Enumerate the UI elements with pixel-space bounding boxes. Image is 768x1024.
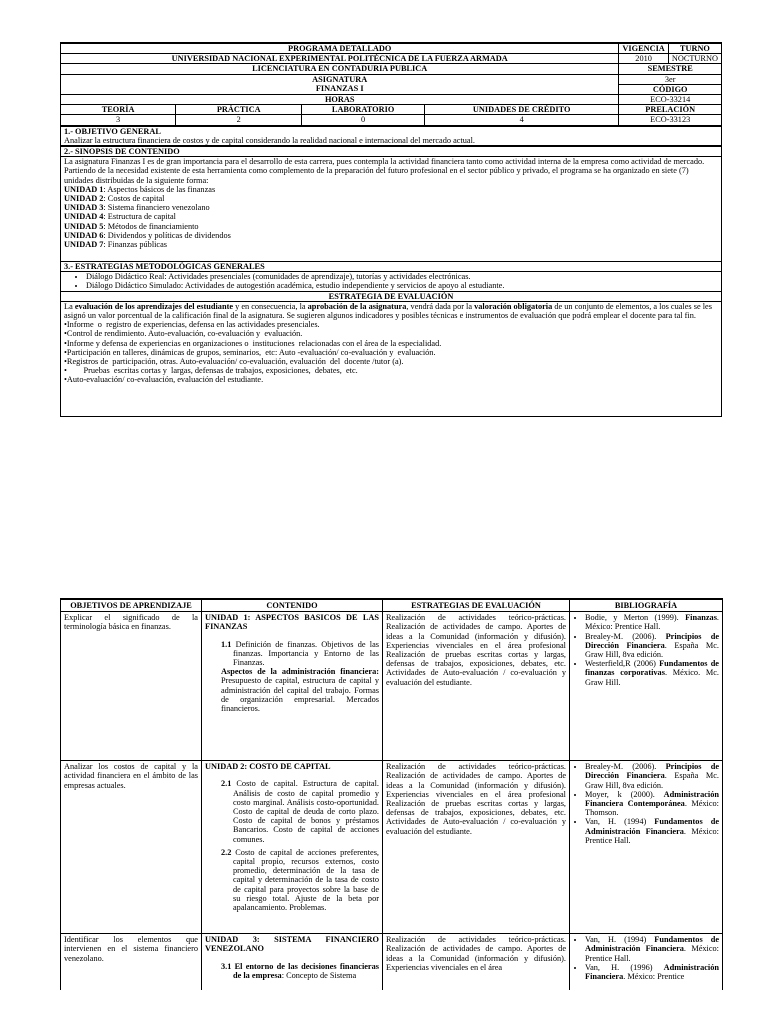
sinopsis-unit-item: UNIDAD 5: Métodos de financiamiento (64, 221, 199, 231)
degree-name: LICENCIATURA EN CONTADURIA PUBLICA (61, 64, 619, 74)
vigencia-label: VIGENCIA (619, 43, 668, 54)
subtopic: 2.1 Costo de capital. Estructura de capital. Análisis de costo de capital promedio y costo marginal. Análisis costo-oportunidad. Costo de capital de deuda de corto plazo. Costo de capital de bonos y préstamos Bancarios. Costo de capital de acciones comunes. (221, 779, 379, 844)
subtopic: 3.1 El entorno de las decisiones financieras de la empresa: Concepto de Sistema (221, 961, 379, 980)
bibliography-item: • Moyer, k (2000). Administración Financiera Contemporánea. México: Thomson. (585, 790, 719, 818)
unit-title: UNIDAD 2: COSTO DE CAPITAL (205, 762, 331, 772)
semestre-label: SEMESTRE (619, 64, 722, 74)
row-objetivo: Explicar el significado de la terminología básica en finanzas. (61, 612, 202, 761)
evaluacion-title: ESTRATEGIA DE EVALUACIÓN (61, 292, 721, 302)
codigo-value: ECO-33214 (619, 95, 722, 105)
row-objetivo: Analizar los costos de capital y la actividad financiera en el ámbito de las empresas actuales. (61, 761, 202, 934)
codigo-label: CÓDIGO (619, 84, 722, 94)
row-estrategias: Realización de actividades teórico-prácticas. Realización de actividades de campo. Aportes de ideas a la Comunidad (información y difusión). Experiencias vivenciales en el área profesional Realización de pruebas escritas cortas y largas, defensas de trabajos, exposiciones, debates, etc. Actividades de Auto-evaluación / co-evaluación y evaluación del estudiante. (383, 761, 570, 934)
practica-label: PRÁCTICA (176, 105, 302, 115)
bibliography-item: • Van, H. (1994) Fundamentos de Administración Financiera. México: Prentice Hall. (585, 935, 719, 963)
row-contenido (202, 761, 383, 934)
sinopsis-unit-item: UNIDAD 4: Estructura de capital (64, 212, 176, 222)
header-objetivos: OBJETIVOS DE APRENDIZAJE (61, 599, 202, 612)
sinopsis-units-list (64, 185, 718, 249)
estrategia-item: • Diálogo Didáctico Simulado: Actividades de autogestión académica, estudio independiente y servicios de apoyo al estudiante. (86, 281, 718, 290)
evaluacion-item: • Pruebas escritas cortas y largas, defensas de trabajos, exposiciones, debates, etc. (64, 366, 718, 375)
bibliography-item: • Brealey-M. (2006). Principios de Dirección Financiera. España Mc. Graw Hill, 8va edición. (585, 762, 719, 790)
objetivo-section (61, 126, 722, 146)
sinopsis-unit-item: UNIDAD 6: Dividendos y políticas de dividendos (64, 230, 231, 240)
evaluacion-item: • Informe y defensa de experiencias en organizaciones o instituciones relacionadas con el área de la especialidad. (64, 339, 718, 348)
content-table (60, 598, 723, 990)
sinopsis-title: 2.- SINOPSIS DE CONTENIDO (64, 147, 180, 157)
semestre-value: 3er (619, 74, 722, 84)
vigencia-value: 2010 (619, 54, 668, 64)
row-contenido (202, 612, 383, 761)
sinopsis-unit-item: UNIDAD 1: Aspectos básicos de las finanzas (64, 184, 216, 194)
teoria-value: 3 (61, 115, 176, 126)
estrategias-list (64, 272, 718, 290)
sinopsis-unit-item: UNIDAD 2: Costos de capital (64, 194, 165, 204)
creditos-label: UNIDADES DE CRÉDITO (424, 105, 618, 115)
row-bibliografia (570, 612, 723, 761)
header-contenido: CONTENIDO (202, 599, 383, 612)
laboratorio-value: 0 (302, 115, 425, 126)
sinopsis-section (61, 146, 722, 262)
university-name: UNIVERSIDAD NACIONAL EXPERIMENTAL POLITÉCNICA DE LA FUERZA ARMADA (61, 54, 619, 64)
header-bibliografia: BIBLIOGRAFÍA (570, 599, 723, 612)
subtopic: Aspectos de la administración financiera: Presupuesto de capital, estructura de capital y administración del capital del trabajo. Formas de organización empresarial. Mercados financieros. (221, 667, 379, 714)
bibliography-item: • Westerfield,R (2006) Fundamentos de finanzas corporativas. México. Mc. Graw Hill. (585, 659, 719, 687)
row-objetivo: Identificar los elementos que intervienen en el sistema financiero venezolano. (61, 934, 202, 991)
evaluacion-item: • Informe o registro de experiencias, defensa en las actividades presenciales. (64, 320, 718, 329)
table-row (61, 934, 723, 991)
subtopic: 2.2 Costo de capital de acciones preferentes, capital propio, recursos externos, costo promedio, determinación de la tasa de capital y determinación de la tasa de costo de capital para proyectos sobre la base de su riesgo total. Ajuste de la beta por apalancamiento. Problemas. (221, 847, 379, 913)
creditos-value: 4 (424, 115, 618, 126)
program-header-table (60, 42, 722, 417)
asignatura-value: FINANZAS I (61, 84, 619, 94)
turno-label: TURNO (668, 43, 721, 54)
sinopsis-unit-item: UNIDAD 3: Sistema financiero venezolano (64, 203, 210, 213)
estrategias-title: 3.- ESTRATEGIAS METODOLÓGICAS GENERALES (64, 262, 265, 272)
bibliography-item: • Van, H. (1994) Fundamentos de Administración Financiera. México: Prentice Hall. (585, 817, 719, 845)
bibliography-item: • Van, H. (1996) Administración Financiera. México: Prentice (585, 963, 719, 981)
header-estrategias: ESTRATEGIAS DE EVALUACIÓN (383, 599, 570, 612)
evaluacion-list (64, 320, 718, 384)
objetivo-title: 1.- OBJETIVO GENERAL (64, 126, 161, 136)
row-estrategias: Realización de actividades teórico-prácticas. Realización de actividades de campo. Aportes de ideas a la Comunidad (información y difusión). Experiencias vivenciales en el área profesional Realización de pruebas escritas cortas y largas, defensas de trabajos, exposiciones, debates, etc. Actividades de Auto-evaluación / co-evaluación y evaluación del estudiante. (383, 612, 570, 761)
turno-value: NOCTURNO (668, 54, 721, 64)
program-title: PROGRAMA DETALLADO (61, 43, 619, 54)
row-bibliografia (570, 761, 723, 934)
practica-value: 2 (176, 115, 302, 126)
teoria-label: TEORÍA (61, 105, 176, 115)
table-row (61, 761, 723, 934)
horas-label: HORAS (61, 95, 619, 105)
objetivo-text: Analizar la estructura financiera de costos y de capital considerando la realidad nacional e internacional del mercado actual. (64, 135, 475, 145)
evaluacion-item: • Participación en talleres, dinámicas de grupos, seminarios, etc: Auto -evaluación/ co-evaluación y evaluación. (64, 348, 718, 357)
table-row (61, 612, 723, 761)
row-contenido (202, 934, 383, 991)
bibliography-item: • Bodie, y Merton (1999). Finanzas. México: Prentice Hall. (585, 613, 719, 631)
unit-title: UNIDAD 3: SISTEMA FINANCIERO VENEZOLANO (205, 935, 379, 954)
evaluacion-section (61, 291, 722, 416)
prelacion-label: PRELACIÓN (619, 105, 722, 115)
unit-title: UNIDAD 1: ASPECTOS BASICOS DE LAS FINANZAS (205, 613, 379, 632)
sinopsis-text: La asignatura Finanzas I es de gran importancia para el desarrollo de esta carrera, pues contempla la actividad financiera tanto como actividad interna de la empresa como actividad de mercado. Partiendo de la necesidad existente de esta herramienta como complemento de la preparación del futuro profesional en el sector público y privado, el programa se ha organizado en siete (7) unidades distribuidas de la siguiente forma: (61, 156, 721, 185)
estrategia-item: • Diálogo Didáctico Real: Actividades presenciales (comunidades de aprendizaje), tutorías y actividades electrónicas. (86, 272, 718, 281)
evaluacion-paragraph: La evaluación de los aprendizajes del estudiante y en consecuencia, la aprobación de la asignatura, vendrá dada por la valoración obligatoria de un conjunto de elementos, a los cuales se les asignó un valor porcentual de la calificación final de la asignatura. Se sugieren algunos indicadores y posibles técnicas e instrumentos de evaluación que podrá emplear el docente para tal fin. (64, 301, 712, 321)
subtopic: 1.1 Definición de finanzas. Objetivos de las finanzas. Importancia y Entorno de las Finanzas. (221, 639, 379, 668)
laboratorio-label: LABORATORIO (302, 105, 425, 115)
row-bibliografia (570, 934, 723, 991)
evaluacion-item: • Control de rendimiento. Auto-evaluación, co-evaluación y evaluación. (64, 329, 718, 338)
evaluacion-item: • Registros de participación, otras. Auto-evaluación/ co-evaluación, evaluación del docente /tutor (a). (64, 357, 718, 366)
evaluacion-item: • Auto-evaluación/ co-evaluación, evaluación del estudiante. (64, 375, 718, 384)
bibliography-item: • Brealey-M. (2006). Principios de Dirección Financiera. España Mc. Graw Hill, 8va edición. (585, 632, 719, 660)
asignatura-label: ASIGNATURA (61, 74, 619, 84)
prelacion-value: ECO-33123 (619, 115, 722, 126)
estrategias-section (61, 262, 722, 292)
row-estrategias: Realización de actividades teórico-prácticas. Realización de actividades de campo. Aportes de ideas a la Comunidad (información y difusión). Experiencias vivenciales en el área (383, 934, 570, 991)
sinopsis-unit-item: UNIDAD 7: Finanzas públicas (64, 240, 168, 250)
